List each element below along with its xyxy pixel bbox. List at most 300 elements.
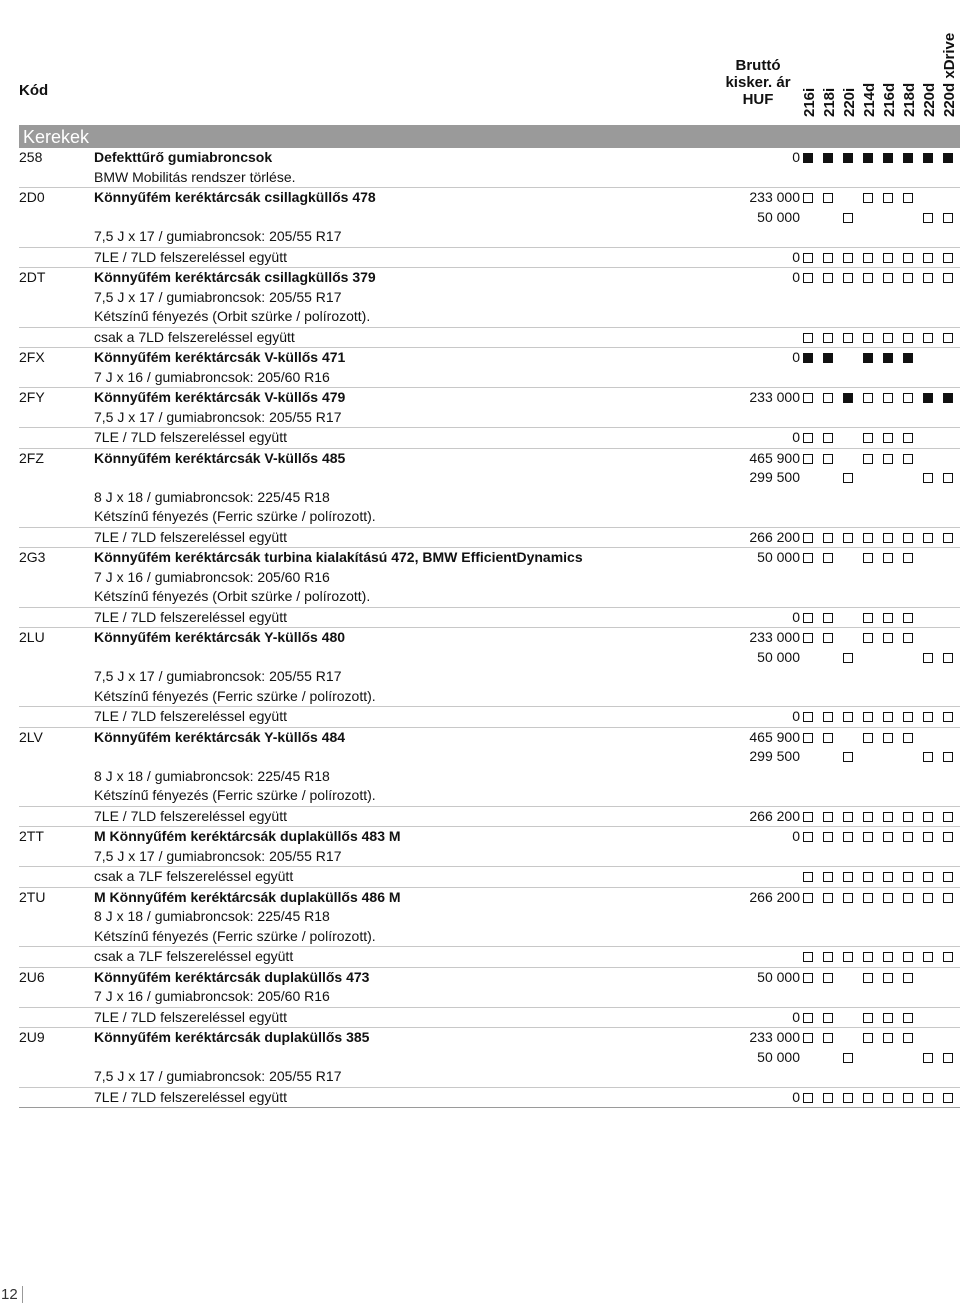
optional-square-icon (803, 193, 813, 203)
row-line (19, 507, 960, 527)
option-code: 2TT (19, 828, 44, 844)
option-code: 258 (19, 149, 43, 165)
optional-square-icon (863, 952, 873, 962)
table-row (19, 628, 960, 707)
header-price (700, 57, 816, 108)
table-row (19, 1028, 960, 1088)
standard-square-icon (923, 153, 933, 163)
option-price: 0 (792, 269, 800, 285)
optional-square-icon (903, 712, 913, 722)
option-name: Könnyűfém keréktárcsák turbina kialakítású 472, BMW EfficientDynamics (94, 549, 583, 565)
optional-square-icon (883, 952, 893, 962)
model-column-header (882, 0, 902, 117)
option-detail: 7LE / 7LD felszereléssel együtt (94, 248, 287, 265)
row-line (19, 227, 960, 247)
optional-square-icon (943, 872, 953, 882)
model-label: 220i (841, 87, 858, 117)
optional-square-icon (903, 333, 913, 343)
standard-square-icon (943, 153, 953, 163)
optional-square-icon (823, 393, 833, 403)
standard-square-icon (863, 353, 873, 363)
row-line (19, 907, 960, 927)
optional-square-icon (903, 273, 913, 283)
optional-square-icon (843, 253, 853, 263)
optional-square-icon (863, 553, 873, 563)
table-row (19, 1008, 960, 1029)
optional-square-icon (943, 533, 953, 543)
optional-square-icon (923, 812, 933, 822)
table-row (19, 707, 960, 728)
optional-square-icon (923, 213, 933, 223)
optional-square-icon (883, 393, 893, 403)
optional-square-icon (863, 872, 873, 882)
option-detail: 7 J x 16 / gumiabroncsok: 205/60 R16 (94, 568, 330, 585)
option-price: 50 000 (757, 968, 800, 985)
row-line (19, 807, 960, 827)
row-line (19, 208, 960, 228)
row-line (19, 168, 960, 188)
optional-square-icon (943, 653, 953, 663)
optional-square-icon (823, 952, 833, 962)
model-column-header (862, 0, 882, 117)
option-name: M Könnyűfém keréktárcsák duplaküllős 483 M (94, 828, 401, 844)
option-detail: Kétszínű fényezés (Ferric szürke / polírozott). (94, 787, 376, 803)
optional-square-icon (843, 893, 853, 903)
option-detail: 7LE / 7LD felszereléssel együtt (94, 807, 287, 824)
model-column-header (942, 0, 960, 117)
optional-square-icon (803, 454, 813, 464)
model-column-header (802, 0, 822, 117)
row-line (19, 648, 960, 668)
optional-square-icon (883, 973, 893, 983)
optional-square-icon (823, 433, 833, 443)
optional-square-icon (863, 273, 873, 283)
row-line (19, 888, 960, 908)
row-line (19, 847, 960, 867)
row-line (19, 428, 960, 448)
optional-square-icon (923, 872, 933, 882)
optional-square-icon (843, 812, 853, 822)
option-name: Könnyűfém keréktárcsák csillagküllős 478 (94, 189, 376, 205)
row-line (19, 1028, 960, 1048)
option-code: 2DT (19, 269, 46, 285)
availability-marks (800, 628, 960, 647)
table-row (19, 827, 960, 867)
optional-square-icon (863, 333, 873, 343)
row-line (19, 1048, 960, 1068)
standard-square-icon (943, 393, 953, 403)
optional-square-icon (903, 1093, 913, 1103)
option-name: Könnyűfém keréktárcsák V-küllős 485 (94, 449, 346, 466)
optional-square-icon (883, 333, 893, 343)
optional-square-icon (903, 533, 913, 543)
table-row (19, 1088, 960, 1109)
option-price: 233 000 (749, 189, 800, 205)
standard-square-icon (843, 153, 853, 163)
option-price: 0 (792, 608, 800, 625)
option-price: 266 200 (749, 528, 800, 545)
availability-marks (800, 827, 960, 846)
row-line (19, 368, 960, 388)
optional-square-icon (803, 952, 813, 962)
optional-square-icon (823, 633, 833, 643)
model-label: 220d (921, 82, 938, 117)
row-line (19, 548, 960, 568)
optional-square-icon (943, 1053, 953, 1063)
table-row (19, 968, 960, 1008)
row-line (19, 528, 960, 548)
option-code: 2D0 (19, 189, 45, 205)
option-detail: csak a 7LF felszereléssel együtt (94, 868, 294, 884)
option-price: 465 900 (749, 449, 800, 466)
optional-square-icon (823, 832, 833, 842)
optional-square-icon (863, 533, 873, 543)
table-row (19, 888, 960, 948)
optional-square-icon (863, 733, 873, 743)
row-line (19, 449, 960, 469)
availability-marks (800, 747, 960, 766)
availability-marks (800, 608, 960, 627)
optional-square-icon (923, 473, 933, 483)
header-price-line1: Bruttó (735, 57, 781, 74)
optional-square-icon (883, 733, 893, 743)
optional-square-icon (823, 1033, 833, 1043)
optional-square-icon (803, 393, 813, 403)
availability-marks (800, 328, 960, 347)
optional-square-icon (863, 712, 873, 722)
availability-marks (800, 388, 960, 407)
optional-square-icon (863, 393, 873, 403)
option-price: 0 (792, 349, 800, 365)
optional-square-icon (823, 973, 833, 983)
option-detail: Kétszínű fényezés (Ferric szürke / polírozott). (94, 687, 376, 704)
optional-square-icon (823, 812, 833, 822)
model-label: 214d (861, 82, 878, 117)
optional-square-icon (943, 832, 953, 842)
option-detail: 7LE / 7LD felszereléssel együtt (94, 1008, 287, 1025)
row-line (19, 1067, 960, 1087)
optional-square-icon (903, 812, 913, 822)
optional-square-icon (883, 812, 893, 822)
availability-marks (800, 468, 960, 487)
option-name: M Könnyűfém keréktárcsák duplaküllős 486 M (94, 888, 401, 905)
option-detail: 7LE / 7LD felszereléssel együtt (94, 429, 287, 445)
optional-square-icon (823, 1093, 833, 1103)
availability-marks (800, 148, 960, 167)
standard-square-icon (863, 153, 873, 163)
availability-marks (800, 528, 960, 547)
row-line (19, 307, 960, 327)
header-price-line2: kisker. ár (725, 74, 791, 91)
row-line (19, 927, 960, 947)
optional-square-icon (923, 832, 933, 842)
row-line (19, 728, 960, 748)
table-row (19, 528, 960, 549)
optional-square-icon (843, 832, 853, 842)
availability-marks (800, 968, 960, 987)
row-line (19, 1088, 960, 1108)
table-row (19, 268, 960, 328)
availability-marks (800, 707, 960, 726)
row-line (19, 747, 960, 767)
row-line (19, 947, 960, 967)
optional-square-icon (863, 633, 873, 643)
header-price-line3: HUF (742, 91, 774, 108)
optional-square-icon (863, 613, 873, 623)
availability-marks (800, 1088, 960, 1107)
option-name: Könnyűfém keréktárcsák V-küllős 471 (94, 349, 346, 365)
optional-square-icon (823, 1013, 833, 1023)
standard-square-icon (923, 393, 933, 403)
availability-marks (800, 888, 960, 907)
option-price: 0 (792, 149, 800, 165)
availability-marks (800, 1028, 960, 1047)
section-title: Kerekek (23, 127, 90, 147)
option-code: 2U9 (19, 1029, 45, 1045)
optional-square-icon (903, 433, 913, 443)
option-detail: csak a 7LD felszereléssel együtt (94, 328, 295, 345)
option-code: 2U6 (19, 968, 45, 985)
optional-square-icon (923, 253, 933, 263)
option-price: 0 (792, 1088, 800, 1105)
option-code: 2FY (19, 389, 45, 405)
option-name: Defekttűrő gumiabroncsok (94, 149, 273, 165)
model-label: 216i (801, 87, 818, 117)
option-name: Könnyűfém keréktárcsák V-küllős 479 (94, 389, 346, 405)
optional-square-icon (823, 193, 833, 203)
footer-divider (22, 1286, 23, 1303)
optional-square-icon (883, 832, 893, 842)
option-detail: 7,5 J x 17 / gumiabroncsok: 205/55 R17 (94, 1068, 342, 1084)
optional-square-icon (883, 193, 893, 203)
row-line (19, 707, 960, 727)
standard-square-icon (903, 353, 913, 363)
optional-square-icon (803, 253, 813, 263)
optional-square-icon (803, 433, 813, 443)
option-code: 2FZ (19, 449, 44, 466)
option-detail: 7,5 J x 17 / gumiabroncsok: 205/55 R17 (94, 288, 342, 305)
option-detail: 8 J x 18 / gumiabroncsok: 225/45 R18 (94, 488, 330, 505)
row-line (19, 488, 960, 508)
availability-marks (800, 449, 960, 468)
row-line (19, 388, 960, 408)
table-row (19, 548, 960, 608)
option-detail: 7,5 J x 17 / gumiabroncsok: 205/55 R17 (94, 228, 342, 244)
option-detail: BMW Mobilitás rendszer törlése. (94, 168, 296, 185)
optional-square-icon (823, 533, 833, 543)
optional-square-icon (903, 832, 913, 842)
optional-square-icon (943, 253, 953, 263)
row-line (19, 1008, 960, 1028)
optional-square-icon (803, 832, 813, 842)
optional-square-icon (903, 1033, 913, 1043)
optional-square-icon (883, 633, 893, 643)
option-price: 0 (792, 1008, 800, 1025)
table-row (19, 348, 960, 388)
optional-square-icon (923, 653, 933, 663)
optional-square-icon (943, 1093, 953, 1103)
option-price: 266 200 (749, 807, 800, 824)
table-row (19, 449, 960, 528)
optional-square-icon (903, 872, 913, 882)
row-line (19, 767, 960, 787)
option-price: 50 000 (757, 648, 800, 665)
standard-square-icon (883, 353, 893, 363)
availability-marks (800, 947, 960, 966)
optional-square-icon (903, 633, 913, 643)
optional-square-icon (903, 454, 913, 464)
option-price: 233 000 (749, 1029, 800, 1045)
standard-square-icon (843, 393, 853, 403)
optional-square-icon (883, 553, 893, 563)
optional-square-icon (863, 454, 873, 464)
optional-square-icon (943, 473, 953, 483)
option-detail: 7,5 J x 17 / gumiabroncsok: 205/55 R17 (94, 847, 342, 864)
option-detail: csak a 7LF felszereléssel együtt (94, 948, 294, 964)
optional-square-icon (903, 733, 913, 743)
model-label: 218d (901, 82, 918, 117)
optional-square-icon (863, 433, 873, 443)
table-row (19, 867, 960, 888)
row-line (19, 968, 960, 988)
optional-square-icon (883, 1033, 893, 1043)
option-price: 0 (792, 828, 800, 844)
row-line (19, 328, 960, 348)
option-price: 0 (792, 248, 800, 265)
optional-square-icon (903, 1013, 913, 1023)
row-line (19, 468, 960, 488)
option-detail: 7LE / 7LD felszereléssel együtt (94, 608, 287, 625)
optional-square-icon (923, 712, 933, 722)
row-line (19, 987, 960, 1007)
option-price: 0 (792, 708, 800, 724)
optional-square-icon (863, 1093, 873, 1103)
optional-square-icon (843, 952, 853, 962)
row-line (19, 786, 960, 806)
optional-square-icon (903, 553, 913, 563)
optional-square-icon (903, 613, 913, 623)
table-row (19, 388, 960, 428)
availability-marks (800, 548, 960, 567)
optional-square-icon (923, 333, 933, 343)
model-column-header (902, 0, 922, 117)
table-row (19, 947, 960, 968)
page-number: 12 (1, 1286, 18, 1303)
optional-square-icon (923, 1053, 933, 1063)
optional-square-icon (823, 333, 833, 343)
option-price: 266 200 (749, 888, 800, 905)
option-detail: 7,5 J x 17 / gumiabroncsok: 205/55 R17 (94, 668, 342, 684)
optional-square-icon (843, 1093, 853, 1103)
optional-square-icon (903, 393, 913, 403)
optional-square-icon (803, 812, 813, 822)
optional-square-icon (943, 333, 953, 343)
optional-square-icon (923, 533, 933, 543)
optional-square-icon (823, 712, 833, 722)
availability-marks (800, 208, 960, 227)
option-detail: Kétszínű fényezés (Ferric szürke / polírozott). (94, 508, 376, 524)
optional-square-icon (843, 533, 853, 543)
option-code: 2LV (19, 728, 43, 745)
option-price: 50 000 (757, 1048, 800, 1065)
optional-square-icon (863, 1033, 873, 1043)
availability-marks (800, 248, 960, 267)
availability-marks (800, 648, 960, 667)
optional-square-icon (843, 752, 853, 762)
optional-square-icon (883, 533, 893, 543)
row-line (19, 667, 960, 687)
optional-square-icon (883, 893, 893, 903)
option-price: 233 000 (749, 389, 800, 405)
optional-square-icon (823, 733, 833, 743)
table-header (0, 0, 960, 125)
optional-square-icon (883, 1013, 893, 1023)
row-line (19, 148, 960, 168)
optional-square-icon (883, 433, 893, 443)
optional-square-icon (843, 653, 853, 663)
optional-square-icon (823, 872, 833, 882)
optional-square-icon (943, 752, 953, 762)
table-row (19, 807, 960, 828)
table-row (19, 188, 960, 248)
option-price: 233 000 (749, 629, 800, 645)
option-detail: 7 J x 16 / gumiabroncsok: 205/60 R16 (94, 988, 330, 1004)
optional-square-icon (923, 952, 933, 962)
option-detail: 7LE / 7LD felszereléssel együtt (94, 1088, 287, 1105)
availability-marks (800, 268, 960, 287)
option-price: 465 900 (749, 728, 800, 745)
standard-square-icon (803, 153, 813, 163)
optional-square-icon (843, 473, 853, 483)
option-detail: Kétszínű fényezés (Orbit szürke / polírozott). (94, 308, 371, 324)
optional-square-icon (903, 193, 913, 203)
optional-square-icon (923, 1093, 933, 1103)
optional-square-icon (923, 752, 933, 762)
optional-square-icon (823, 273, 833, 283)
option-name: Könnyűfém keréktárcsák duplaküllős 473 (94, 968, 370, 985)
row-line (19, 628, 960, 648)
row-line (19, 608, 960, 628)
model-column-header (922, 0, 942, 117)
row-line (19, 687, 960, 707)
option-table (0, 148, 960, 1108)
optional-square-icon (943, 952, 953, 962)
optional-square-icon (803, 733, 813, 743)
optional-square-icon (803, 613, 813, 623)
optional-square-icon (943, 893, 953, 903)
optional-square-icon (903, 253, 913, 263)
option-detail: 7,5 J x 17 / gumiabroncsok: 205/55 R17 (94, 408, 342, 425)
row-line (19, 827, 960, 847)
optional-square-icon (803, 633, 813, 643)
table-row (19, 728, 960, 807)
row-line (19, 408, 960, 428)
optional-square-icon (823, 454, 833, 464)
option-code: 2LU (19, 629, 45, 645)
optional-square-icon (943, 273, 953, 283)
model-column-header (822, 0, 842, 117)
optional-square-icon (843, 1053, 853, 1063)
option-detail: 7 J x 16 / gumiabroncsok: 205/60 R16 (94, 368, 330, 385)
optional-square-icon (883, 1093, 893, 1103)
availability-marks (800, 728, 960, 747)
standard-square-icon (903, 153, 913, 163)
standard-square-icon (823, 353, 833, 363)
optional-square-icon (923, 273, 933, 283)
model-label: 220d xDrive (941, 32, 958, 117)
optional-square-icon (863, 253, 873, 263)
optional-square-icon (863, 973, 873, 983)
